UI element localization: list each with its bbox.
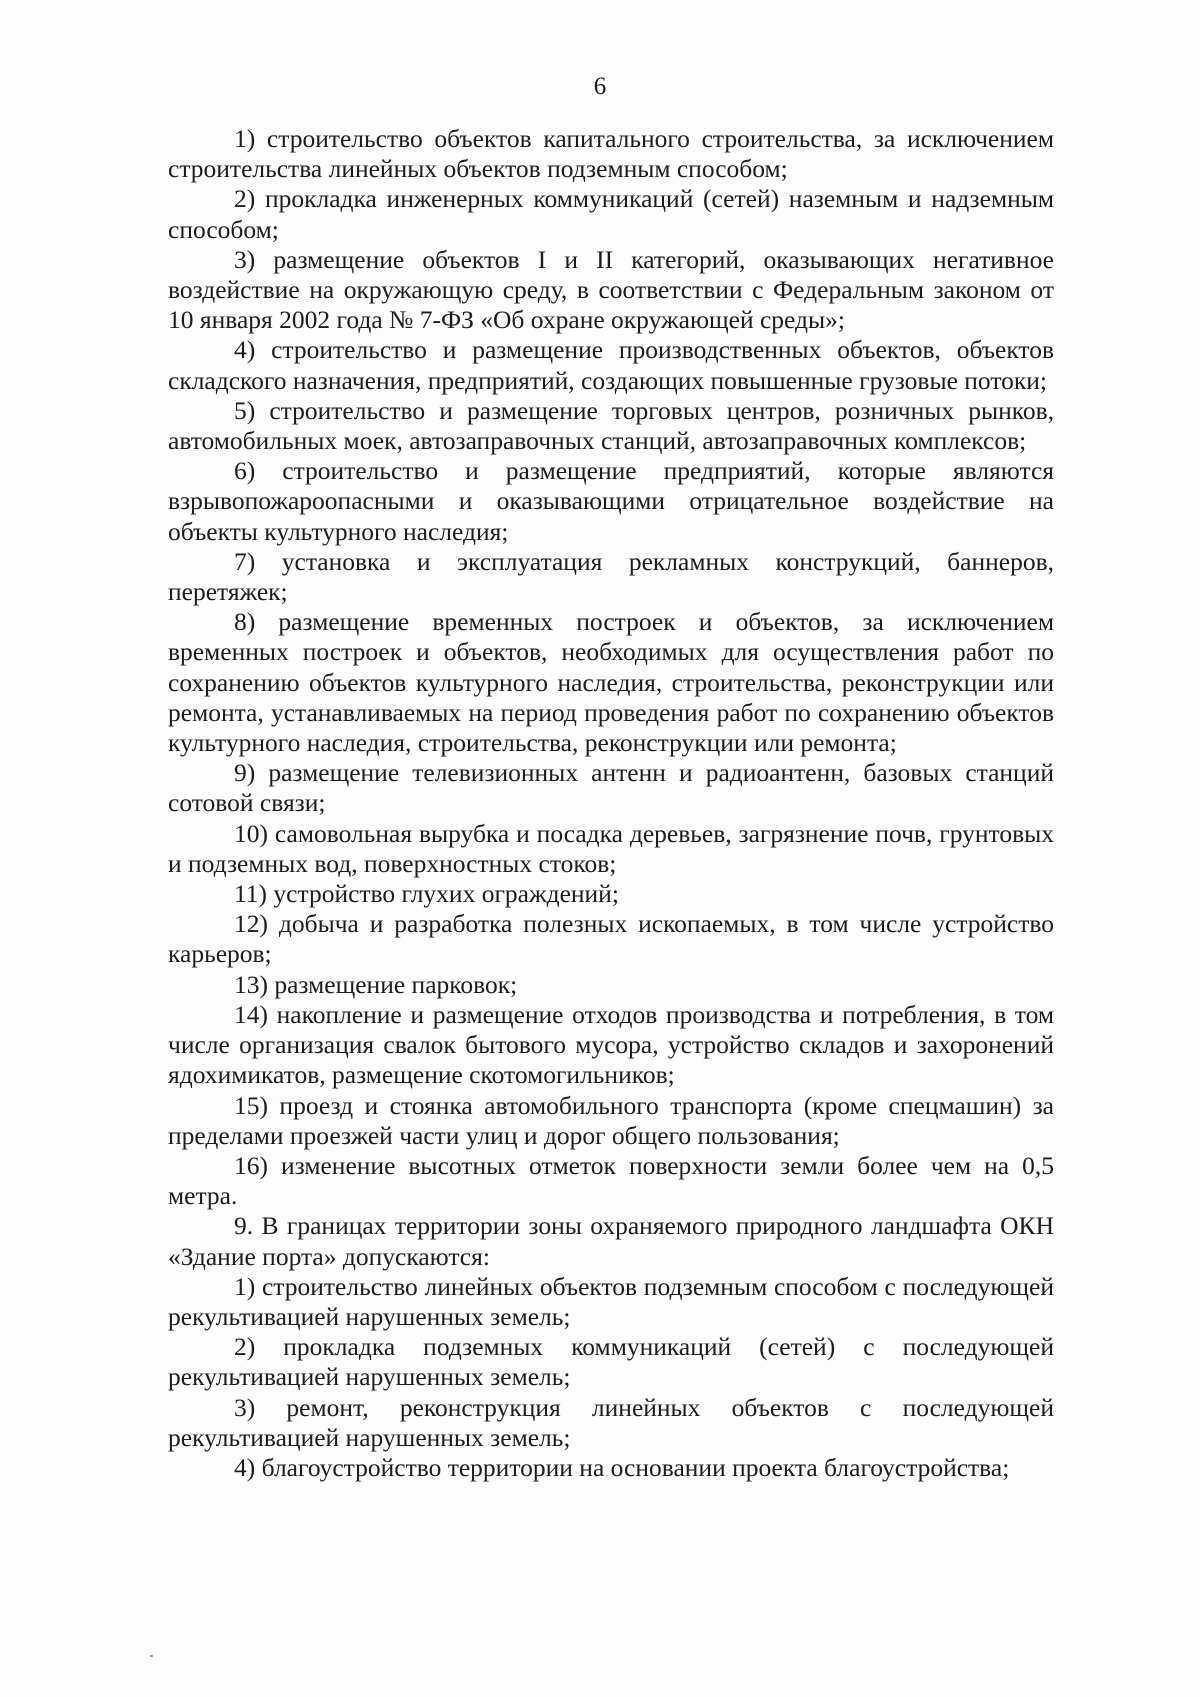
list-item: 3) размещение объектов I и II категорий, оказывающих негативное воздействие на окружающую среду, в соответствии с Федеральным законом от 10 января 2002 года № 7-ФЗ «Об охране окружающей среды»; [168, 244, 1054, 335]
list-item: 2) прокладка подземных коммуникаций (сетей) с последующей рекультивацией нарушенных земель; [168, 1332, 1054, 1392]
list-item: 5) строительство и размещение торговых центров, розничных рынков, автомобильных моек, автозаправочных станций, автозаправочных комплексов; [168, 395, 1054, 456]
list-item: 16) изменение высотных отметок поверхности земли более чем на 0,5 метра. [168, 1150, 1054, 1211]
list-item: 7) установка и эксплуатация рекламных конструкций, баннеров, перетяжек; [168, 546, 1054, 607]
list-item: 13) размещение парковок; [234, 969, 518, 999]
list-item: 14) накопление и размещение отходов производства и потребления, в том числе организация свалок бытового мусора, устройство складов и захоронений ядохимикатов, размещение скотомогильников; [168, 999, 1054, 1090]
list-item: 15) проезд и стоянка автомобильного транспорта (кроме спецмашин) за пределами проезжей части улиц и дорог общего пользования; [168, 1090, 1054, 1150]
list-item: 1) строительство объектов капитального строительства, за исключением строительства линейных объектов подземным способом; [168, 124, 1054, 184]
list-item: 8) размещение временных построек и объектов, за исключением временных построек и объектов, необходимых для осуществления работ по сохранению объектов культурного наследия, строительства, реконструкции или ремонта, устанавливаемых на период проведения работ по сохранению объектов культурного наследия, строительства, реконструкции или ремонта; [168, 607, 1054, 758]
section-paragraph: 9. В границах территории зоны охраняемого природного ландшафта ОКН «Здание порта» допускаются: [168, 1211, 1054, 1271]
list-item: 10) самовольная вырубка и посадка деревьев, загрязнение почв, грунтовых и подземных вод, поверхностных стоков; [168, 818, 1054, 878]
list-item: 4) строительство и размещение производственных объектов, объектов складского назначения, предприятий, создающих повышенные грузовые потоки; [168, 335, 1054, 395]
list-item: 12) добыча и разработка полезных ископаемых, в том числе устройство карьеров; [168, 909, 1054, 969]
list-item: 4) благоустройство территории на основании проекта благоустройства; [234, 1452, 1010, 1482]
list-item: 6) строительство и размещение предприятий, которые являются взрывопожароопасными и оказывающими отрицательное воздействие на объекты культурного наследия; [168, 456, 1054, 546]
page-number: 6 [593, 73, 607, 100]
list-item: 9) размещение телевизионных антенн и радиоантенн, базовых станций сотовой связи; [168, 758, 1054, 818]
list-item: 1) строительство линейных объектов подземным способом с последующей рекультивацией нарушенных земель; [168, 1271, 1054, 1331]
document-body [168, 124, 1054, 1483]
list-item: 2) прокладка инженерных коммуникаций (сетей) наземным и надземным способом; [168, 184, 1054, 244]
scan-artifact [150, 1655, 153, 1657]
list-item: 11) устройство глухих ограждений; [234, 879, 619, 909]
list-item: 3) ремонт, реконструкция линейных объектов с последующей рекультивацией нарушенных земель; [168, 1392, 1054, 1452]
